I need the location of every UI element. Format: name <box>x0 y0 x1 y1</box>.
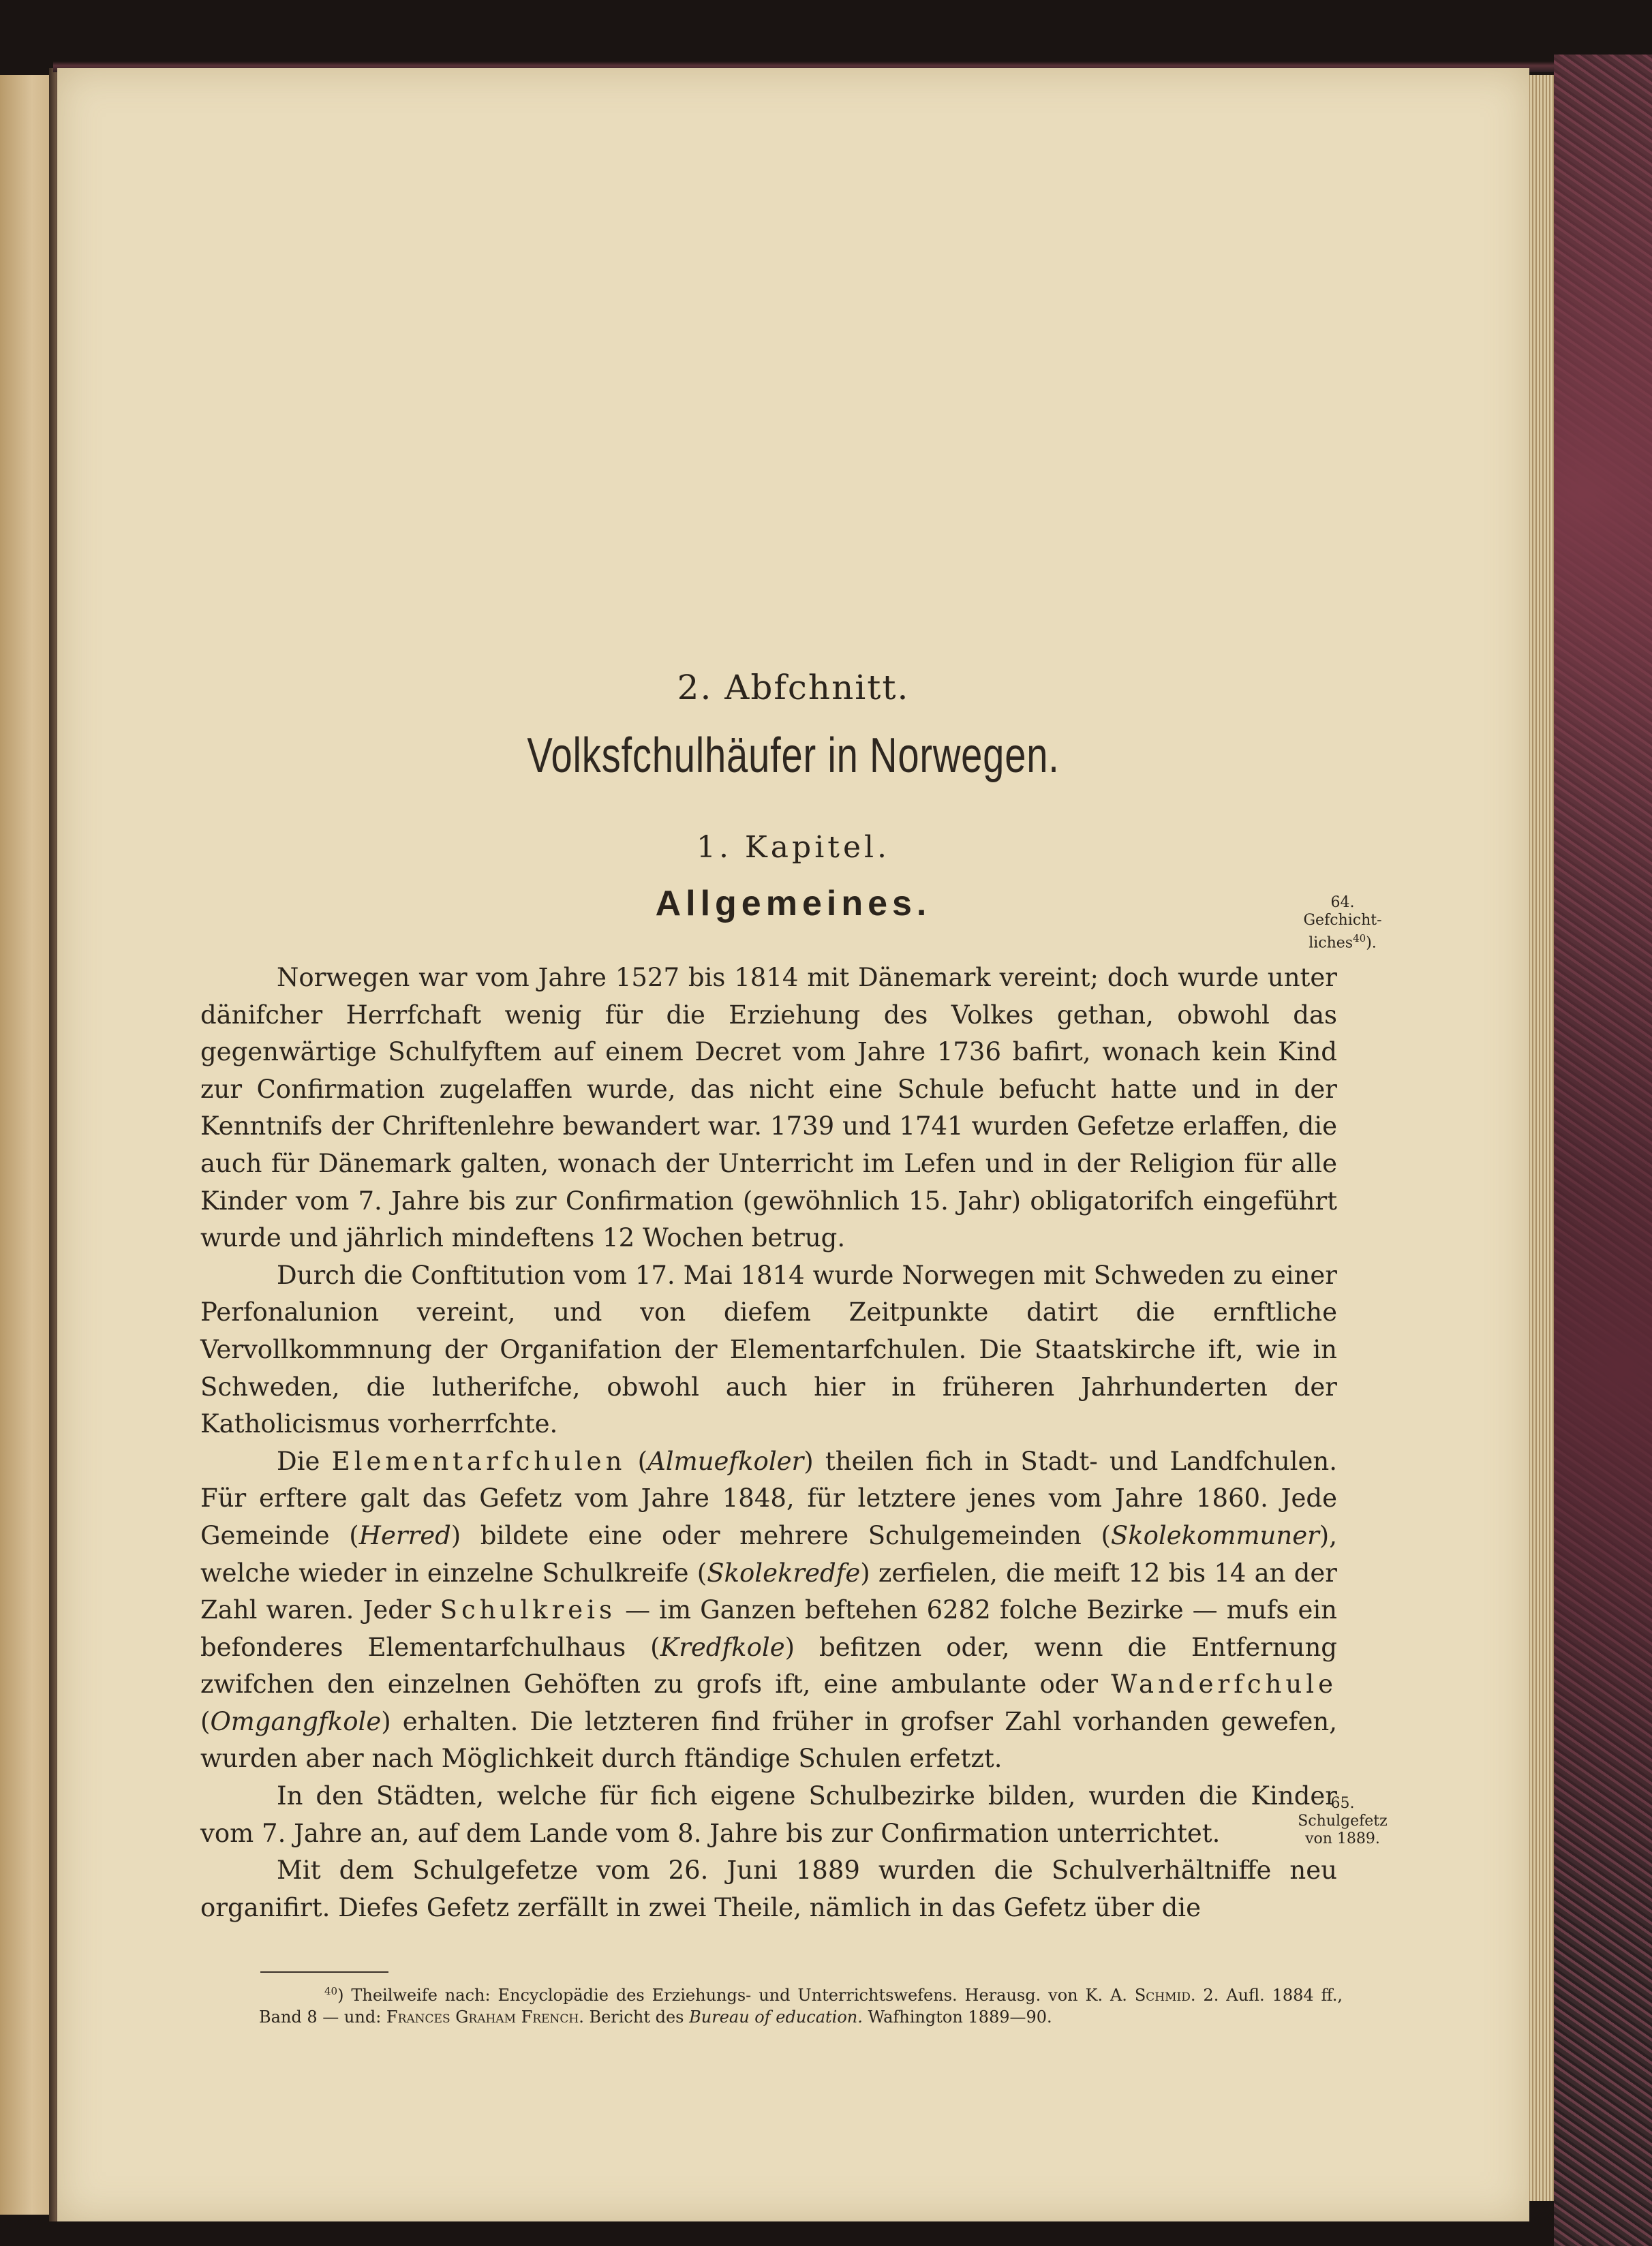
main-title: Volksfchulhäufer in Norwegen. <box>527 728 1060 783</box>
paragraph-5: Mit dem Schulgefetze vom 26. Juni 1889 wurden die Schulverhältniffe neu organifirt. Diefes Gefetz zerfällt in zwei Theile, nämlich in das Gefetz über die <box>200 1856 1337 1922</box>
book-page <box>57 68 1529 2221</box>
chapter-title: Allgemeines. <box>655 884 932 923</box>
left-page-edge <box>0 75 53 2215</box>
marbled-cover <box>1554 55 1652 2246</box>
section-label: 2. Abfchnitt. <box>677 668 910 707</box>
footnote: $^{40}$) Theilweife nach: Encyclopädie des Erziehungs- und Unterrichtswefens. Herausg. von K. A. Schmid. 2. Aufl. 1884 ff., Band 8 — und: Frances Graham French. Bericht des Bureau of education. Wafhington 1889—90. <box>259 1985 1343 2027</box>
footnote-rule <box>260 1971 388 1973</box>
paragraph-4: In den Städten, welche für fich eigene Schulbezirke bilden, wurden die Kinder vom 7. Jahre an, auf dem Lande vom 8. Jahre bis zur Confirmation unterrichtet. <box>200 1781 1337 1848</box>
paragraph-2: Durch die Conftitution vom 17. Mai 1814 wurde Norwegen mit Schweden zu einer Perfonalunion vereint, und von diefem Zeitpunkte datirt die ernftliche Vervollkommnung der Organifation der Elementarfchulen. Die Staatskirche ift, wie in Schweden, die lutherifche, obwohl auch hier in früheren Jahrhunderten der Katholicismus vorherrfchte. <box>200 1260 1337 1439</box>
margin-note-65: 65. Schulgefetz von 1889. <box>1298 1795 1388 1847</box>
margin-note-64: 64. Gefchicht- liches$^{40}$). <box>1303 894 1382 952</box>
body-text <box>200 959 1337 1926</box>
paragraph-3: Die Elementarfchulen (Almuefkoler) theilen fich in Stadt- und Landfchulen. Für erftere galt das Gefetz vom Jahre 1848, für letztere jenes vom Jahre 1860. Jede Gemeinde (Herred) bildete eine oder mehrere Schulgemeinden (Skolekommuner), welche wieder in einzelne Schulkreife (Skolekredfe) zerfielen, die meift 12 bis 14 an der Zahl waren. Jeder Schulkreis — im Ganzen beftehen 6282 folche Bezirke — mufs ein befonderes Elementarfchulhaus (Kredfkole) befitzen oder, wenn die Entfernung zwifchen den einzelnen Gehöften zu grofs ift, eine ambulante oder Wanderfchule (Omgangfkole) erhalten. Die letzteren find früher in grofser Zahl vorhanden gewefen, wurden aber nach Möglichkeit durch ftändige Schulen erfetzt. <box>200 1446 1337 1774</box>
paragraph-1: Norwegen war vom Jahre 1527 bis 1814 mit Dänemark vereint; doch wurde unter dänifcher Herrfchaft wenig für die Erziehung des Volkes gethan, obwohl das gegenwärtige Schulfyftem auf einem Decret vom Jahre 1736 bafirt, wonach kein Kind zur Confirmation zugelaffen wurde, das nicht eine Schule befucht hatte und in der Kenntnifs der Chriftenlehre bewandert war. 1739 und 1741 wurden Gefetze erlaffen, die auch für Dänemark galten, wonach der Unterricht im Lefen und in der Religion für alle Kinder vom 7. Jahre bis zur Confirmation (gewöhnlich 15. Jahr) obligatorifch eingeführt wurde und jährlich mindeftens 12 Wochen betrug. <box>200 963 1337 1253</box>
chapter-label: 1. Kapitel. <box>696 830 891 865</box>
